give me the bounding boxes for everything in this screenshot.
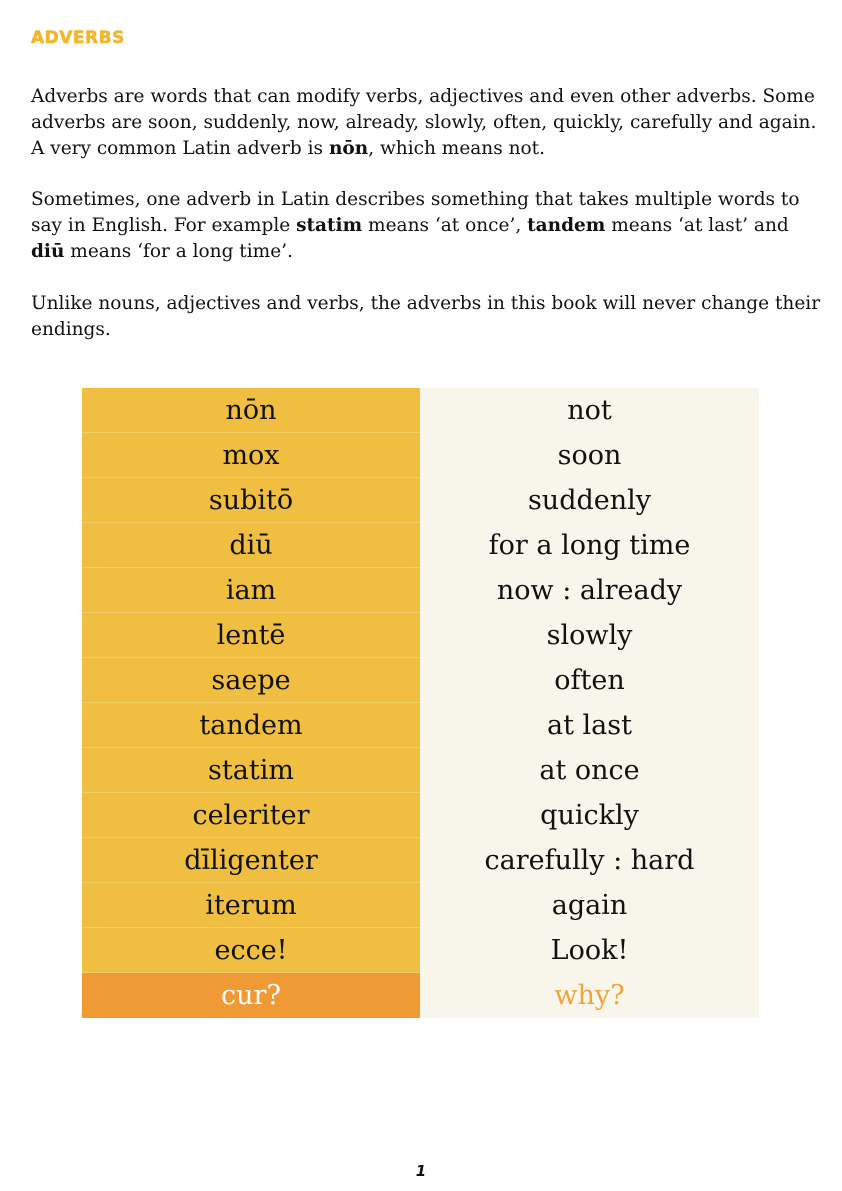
- latin-word: saepe: [82, 658, 420, 703]
- vocab-row: [82, 613, 759, 658]
- english-meaning: slowly: [420, 613, 759, 658]
- latin-word: celeriter: [82, 793, 420, 838]
- vocab-row: [82, 478, 759, 523]
- vocab-row: [82, 568, 759, 613]
- english-meaning: why?: [420, 973, 759, 1018]
- latin-word: iam: [82, 568, 420, 613]
- english-meaning: for a long time: [420, 523, 759, 568]
- english-meaning: soon: [420, 433, 759, 478]
- multiword-paragraph: [31, 187, 821, 265]
- endings-paragraph: [31, 291, 821, 343]
- english-meaning: quickly: [420, 793, 759, 838]
- vocab-row: [82, 658, 759, 703]
- latin-word: nōn: [82, 388, 420, 433]
- bold-term: tandem: [527, 215, 606, 236]
- vocab-row: [82, 883, 759, 928]
- latin-word: subitō: [82, 478, 420, 523]
- latin-word: diū: [82, 523, 420, 568]
- latin-word: dīligenter: [82, 838, 420, 883]
- latin-word: tandem: [82, 703, 420, 748]
- paragraph-text: means ‘at last’ and: [605, 215, 789, 236]
- latin-word: mox: [82, 433, 420, 478]
- paragraph-text: Adverbs are words that can modify verbs, adjectives and even other adverbs. Some adverbs are soon, suddenly, now, already, slowly, often, quickly, carefully and again. A very common Latin adverb is: [31, 86, 817, 159]
- vocab-row: [82, 433, 759, 478]
- english-meaning: at once: [420, 748, 759, 793]
- latin-word: iterum: [82, 883, 420, 928]
- paragraph-text: Sometimes, one adverb in Latin describes something that takes multiple words to say in English. For example: [31, 189, 800, 236]
- english-meaning: often: [420, 658, 759, 703]
- vocab-row: [82, 838, 759, 883]
- vocab-row: [82, 388, 759, 433]
- bold-term: nōn: [328, 138, 369, 159]
- vocab-row: [82, 703, 759, 748]
- vocabulary-table: [82, 388, 759, 1018]
- paragraph-text: means ‘at once’,: [362, 215, 528, 236]
- vocab-row: [82, 748, 759, 793]
- vocab-row: [82, 973, 759, 1018]
- english-meaning: now : already: [420, 568, 759, 613]
- vocab-row: [82, 523, 759, 568]
- english-meaning: again: [420, 883, 759, 928]
- english-meaning: not: [420, 388, 759, 433]
- english-meaning: at last: [420, 703, 759, 748]
- page-title: ADVERBS: [31, 28, 125, 48]
- intro-paragraph: [31, 84, 821, 162]
- latin-word: statim: [82, 748, 420, 793]
- english-meaning: carefully : hard: [420, 838, 759, 883]
- english-meaning: suddenly: [420, 478, 759, 523]
- paragraph-text: Unlike nouns, adjectives and verbs, the adverbs in this book will never change their endings.: [31, 293, 821, 340]
- vocab-row: [82, 793, 759, 838]
- vocab-row: [82, 928, 759, 973]
- latin-word: cur?: [82, 973, 420, 1018]
- bold-term: statim: [296, 215, 363, 236]
- latin-word: lentē: [82, 613, 420, 658]
- paragraph-text: means ‘for a long time’.: [64, 241, 293, 262]
- latin-word: ecce!: [82, 928, 420, 973]
- bold-term: diū: [31, 241, 65, 262]
- page-number: 1: [415, 1162, 427, 1180]
- paragraph-text: , which means not.: [368, 138, 545, 159]
- english-meaning: Look!: [420, 928, 759, 973]
